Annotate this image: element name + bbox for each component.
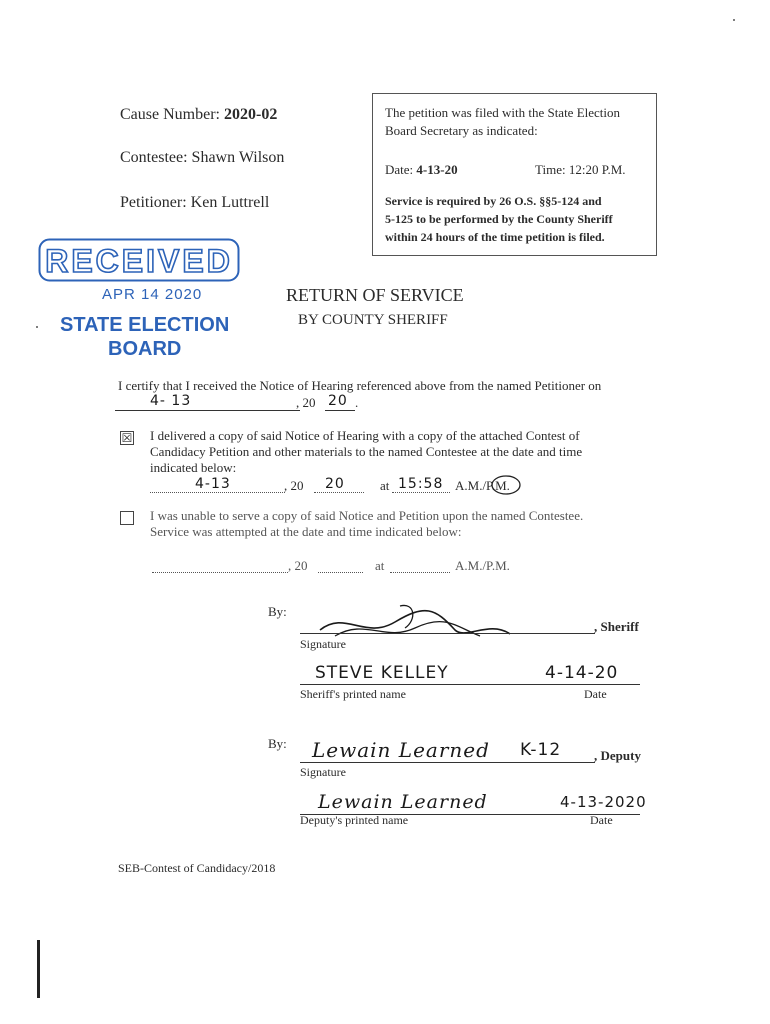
delivered-handwritten-date: 4-13	[195, 476, 231, 492]
form-id: SEB-Contest of Candidacy/2018	[118, 861, 276, 875]
unable-text-1: I was unable to serve a copy of said Notice and Petition upon the named Contestee.	[150, 508, 584, 523]
sheriff-printed-name-line	[300, 684, 640, 685]
pm-circle-mark	[490, 474, 522, 496]
delivered-handwritten-year: 20	[325, 476, 345, 492]
certify-year-prefix: , 20	[296, 395, 316, 410]
sheriff-signature-line	[300, 633, 595, 634]
certify-handwritten-year: 20	[328, 393, 348, 409]
scan-speck	[36, 326, 38, 328]
sheriff-by: By:	[268, 604, 287, 619]
unable-year-prefix: , 20	[288, 558, 308, 573]
stamp-line-2: BOARD	[108, 338, 182, 360]
page-subtitle: BY COUNTY SHERIFF	[298, 312, 448, 328]
scan-edge-artifact	[37, 940, 40, 998]
unable-year-line	[318, 572, 363, 573]
deputy-signature-line	[300, 762, 595, 763]
delivered-handwritten-time: 15:58	[398, 476, 444, 492]
deputy-signature-label: Signature	[300, 765, 346, 779]
deputy-handwritten-name: Lewain Learned	[318, 791, 488, 813]
service-notice-3: within 24 hours of the time petition is filed.	[385, 230, 605, 244]
stamp-date: APR 14 2020	[102, 286, 203, 303]
page-title: RETURN OF SERVICE	[286, 285, 464, 305]
delivered-ampm: A.M./P.M.	[455, 478, 510, 493]
unable-at-label: at	[375, 558, 385, 573]
delivered-checkbox[interactable]: ☒	[121, 431, 133, 445]
received-stamp-text: RECEIVED	[45, 243, 233, 279]
delivered-year-prefix: , 20	[284, 478, 304, 493]
deputy-handwritten-signature: Lewain Learned	[312, 738, 490, 762]
service-notice-1: Service is required by 26 O.S. §§5-124 and	[385, 194, 602, 208]
certify-date-line	[115, 410, 300, 411]
certify-handwritten-date: 4- 13	[150, 393, 192, 409]
certify-year-line	[325, 410, 355, 411]
stamp-line-1: STATE ELECTION	[60, 314, 230, 336]
cause-number: Cause Number: 2020-02	[120, 106, 278, 123]
delivered-text-3: indicated below:	[150, 460, 237, 475]
scan-speck	[733, 19, 735, 21]
received-stamp	[38, 238, 240, 282]
petitioner: Petitioner: Ken Luttrell	[120, 194, 270, 211]
filing-date: Date: 4-13-20	[385, 162, 458, 177]
contestee: Contestee: Shawn Wilson	[120, 149, 285, 166]
sheriff-handwritten-date: 4-14-20	[545, 663, 619, 683]
deputy-date-label: Date	[590, 813, 613, 827]
delivered-text-2: Candidacy Petition and other materials to the named Contestee at the date and time	[150, 444, 583, 459]
sheriff-handwritten-name: STEVE KELLEY	[315, 663, 449, 683]
delivered-at-label: at	[380, 478, 390, 493]
unable-text-2: Service was attempted at the date and time indicated below:	[150, 524, 462, 539]
filing-intro-2: Board Secretary as indicated:	[385, 123, 538, 138]
deputy-role: , Deputy	[594, 748, 641, 763]
filing-intro-1: The petition was filed with the State Election	[385, 105, 621, 120]
certify-text: I certify that I received the Notice of Hearing referenced above from the named Petitioner on	[118, 378, 602, 393]
unable-time-line	[390, 572, 450, 573]
sheriff-role: , Sheriff	[594, 619, 639, 634]
delivered-year-line	[314, 492, 364, 493]
sheriff-printed-name-label: Sheriff's printed name	[300, 687, 406, 701]
service-notice-2: 5-125 to be performed by the County Sheriff	[385, 212, 613, 226]
sheriff-date-label: Date	[584, 687, 607, 701]
certify-end: .	[355, 395, 359, 410]
deputy-handwritten-badge: K-12	[520, 740, 562, 760]
delivered-text-1: I delivered a copy of said Notice of Hearing with a copy of the attached Contest of	[150, 428, 580, 443]
delivered-time-line	[392, 492, 450, 493]
unable-date-line	[152, 572, 288, 573]
deputy-by: By:	[268, 736, 287, 751]
unable-checkbox[interactable]	[120, 511, 134, 525]
unable-ampm: A.M./P.M.	[455, 558, 510, 573]
delivered-date-line	[150, 492, 285, 493]
deputy-printed-name-label: Deputy's printed name	[300, 813, 409, 827]
filing-time: Time: 12:20 P.M.	[535, 162, 626, 177]
sheriff-signature-label: Signature	[300, 637, 346, 651]
deputy-handwritten-date: 4-13-2020	[560, 793, 647, 811]
